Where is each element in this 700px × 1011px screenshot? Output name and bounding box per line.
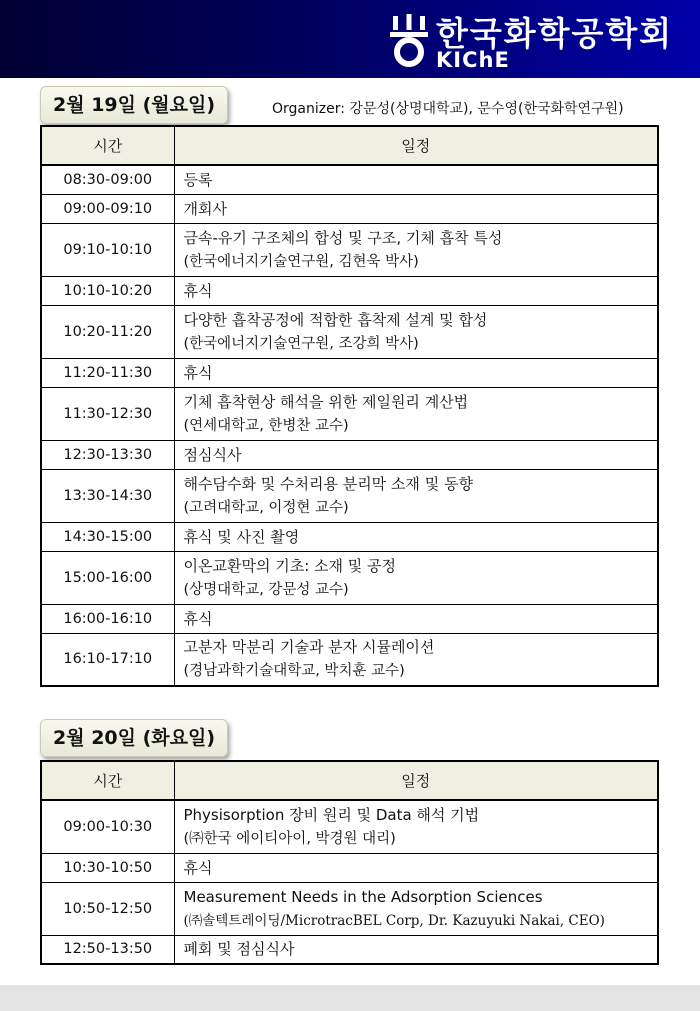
time-cell: 10:20-11:20	[41, 305, 174, 358]
time-cell: 15:00-16:00	[41, 551, 174, 604]
event-speaker: (상명대학교, 강문성 교수)	[183, 581, 349, 598]
time-cell: 11:30-12:30	[41, 387, 174, 440]
event-title: Physisorption 장비 원리 및 Data 해석 기법	[183, 805, 480, 824]
time-cell: 10:50-12:50	[41, 882, 174, 935]
event-speaker: (고려대학교, 이정현 교수)	[183, 499, 349, 516]
event-speaker: (한국에너지기술연구원, 김현욱 박사)	[183, 253, 419, 270]
event-title: 개회사	[183, 199, 227, 218]
table-row	[41, 440, 658, 469]
event-cell	[174, 358, 658, 387]
event-cell	[174, 305, 658, 358]
event-cell	[174, 522, 658, 551]
event-cell	[174, 882, 658, 935]
event-speaker: (연세대학교, 한병찬 교수)	[183, 417, 349, 434]
event-speaker: (㈜한국 에이티아이, 박경원 대리)	[183, 830, 396, 847]
event-cell	[174, 800, 658, 853]
event-title: 휴식	[183, 363, 213, 382]
time-cell: 12:30-13:30	[41, 440, 174, 469]
time-cell: 11:20-11:30	[41, 358, 174, 387]
event-title: 이온교환막의 기초: 소재 및 공정	[183, 556, 396, 575]
event-title: 기체 흡착현상 해석을 위한 제일원리 계산법	[183, 392, 469, 411]
table-row	[41, 358, 658, 387]
table-row	[41, 305, 658, 358]
logo-korean-text: 한국화학공학회	[436, 14, 674, 53]
event-cell	[174, 551, 658, 604]
time-cell: 16:00-16:10	[41, 604, 174, 633]
event-cell	[174, 223, 658, 276]
table-row	[41, 935, 658, 964]
table-header-row	[41, 126, 658, 165]
day1-schedule-table	[40, 125, 659, 687]
event-speaker: (한국에너지기술연구원, 조강희 박사)	[183, 335, 419, 352]
table-row	[41, 551, 658, 604]
table-row	[41, 853, 658, 882]
event-cell	[174, 276, 658, 305]
event-title: Measurement Needs in the Adsorption Sciences	[183, 887, 543, 906]
table-row	[41, 194, 658, 223]
event-title: 금속-유기 구조체의 합성 및 구조, 기체 흡착 특성	[183, 228, 503, 247]
header-banner	[0, 0, 700, 78]
col-time-header: 시간	[41, 761, 174, 800]
footer-band	[0, 985, 700, 1011]
logo-english-text: KIChE	[436, 48, 510, 72]
col-schedule-header: 일정	[174, 761, 658, 800]
time-cell: 08:30-09:00	[41, 165, 174, 194]
event-cell	[174, 387, 658, 440]
event-title: 휴식	[183, 281, 213, 300]
event-cell	[174, 633, 658, 686]
col-time-header: 시간	[41, 126, 174, 165]
event-cell	[174, 853, 658, 882]
time-cell: 14:30-15:00	[41, 522, 174, 551]
col-schedule-header: 일정	[174, 126, 658, 165]
event-cell	[174, 194, 658, 223]
event-title: 점심식사	[183, 445, 242, 464]
event-title: 해수담수화 및 수처리용 분리막 소재 및 동향	[183, 474, 473, 493]
event-title: 휴식 및 사진 촬영	[183, 527, 300, 546]
table-row	[41, 165, 658, 194]
day2-title: 2월 20일 (화요일)	[40, 719, 228, 757]
event-cell	[174, 440, 658, 469]
time-cell: 13:30-14:30	[41, 469, 174, 522]
table-row	[41, 800, 658, 853]
table-row	[41, 604, 658, 633]
time-cell: 09:00-09:10	[41, 194, 174, 223]
time-cell: 09:10-10:10	[41, 223, 174, 276]
time-cell: 10:30-10:50	[41, 853, 174, 882]
time-cell: 12:50-13:50	[41, 935, 174, 964]
event-title: 등록	[183, 170, 213, 189]
event-title: 다양한 흡착공정에 적합한 흡착제 설계 및 합성	[183, 310, 488, 329]
event-title: 고분자 막분리 기술과 분자 시뮬레이션	[183, 638, 435, 657]
event-title: 폐회 및 점심식사	[183, 940, 295, 959]
kiche-logo	[388, 10, 678, 72]
table-row	[41, 469, 658, 522]
time-cell: 10:10-10:20	[41, 276, 174, 305]
day1-title: 2월 19일 (월요일)	[40, 86, 228, 124]
event-speaker: (㈜솔텍트레이딩/MicrotracBEL Corp, Dr. Kazuyuki Nakai, CEO)	[183, 912, 605, 929]
event-speaker: (경남과학기술대학교, 박치훈 교수)	[183, 663, 405, 680]
event-cell	[174, 935, 658, 964]
table-row	[41, 387, 658, 440]
time-cell: 09:00-10:30	[41, 800, 174, 853]
table-row	[41, 223, 658, 276]
table-row	[41, 276, 658, 305]
event-cell	[174, 604, 658, 633]
time-cell: 16:10-17:10	[41, 633, 174, 686]
table-row	[41, 882, 658, 935]
table-row	[41, 633, 658, 686]
table-row	[41, 522, 658, 551]
day2-schedule-table	[40, 760, 659, 965]
event-title: 휴식	[183, 609, 213, 628]
event-cell	[174, 165, 658, 194]
table-header-row	[41, 761, 658, 800]
event-title: 휴식	[183, 858, 213, 877]
kiche-logo-icon	[388, 12, 430, 68]
event-cell	[174, 469, 658, 522]
organizer-text: Organizer: 강문성(상명대학교), 문수영(한국화학연구원)	[272, 101, 624, 117]
